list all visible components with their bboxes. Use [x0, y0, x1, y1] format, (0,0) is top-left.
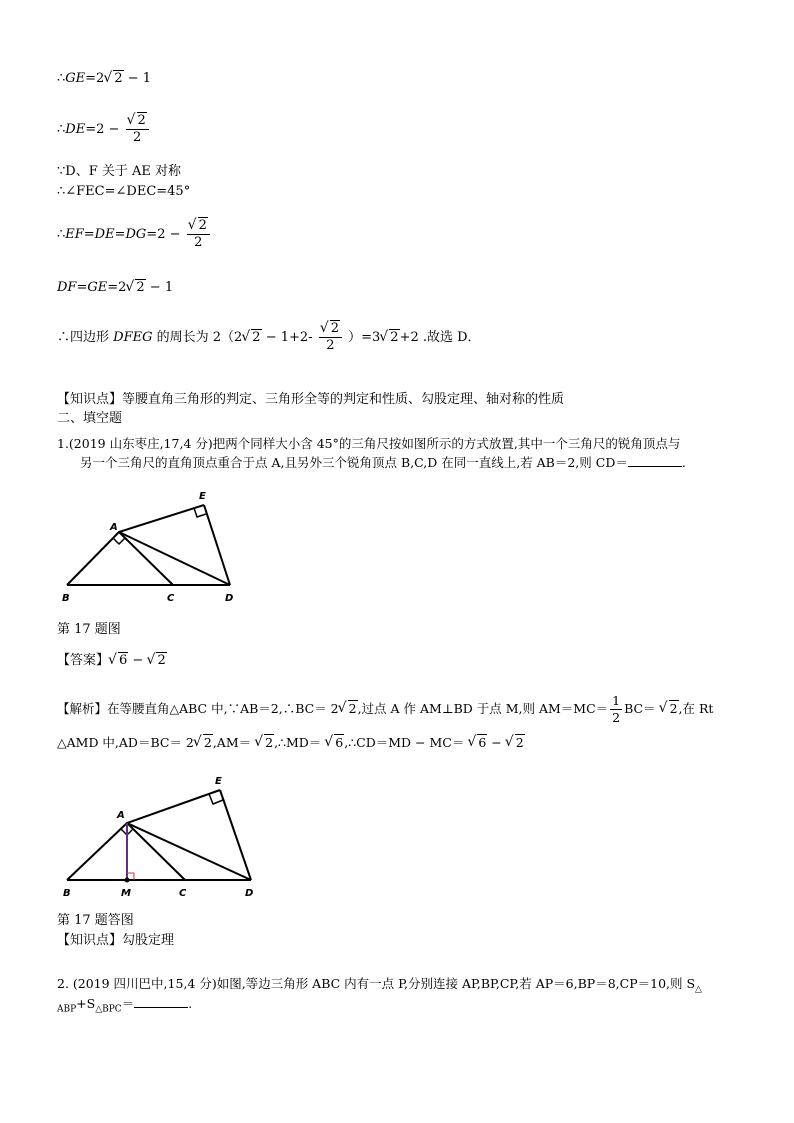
label-e2: E: [215, 776, 222, 787]
line-perimeter: ∴四边形 DFEG 的周长为 2（2√ 2 − 1+2- √ $\frac{2}{2}$ ）=3√ 2+2 .故选 D．: [57, 321, 481, 354]
question-2-line2: $_{ABP}+S_{\triangle BPC}=$ .: [57, 996, 193, 1015]
label-c: C: [167, 593, 175, 604]
label-d: D: [225, 593, 234, 604]
line-angle: ∴∠FEC=∠DEC=45°: [57, 184, 191, 199]
label-m2: M: [121, 888, 131, 899]
label-a2: A: [117, 810, 125, 821]
figure-1-caption: 第 17 题图: [57, 622, 121, 637]
label-c2: C: [179, 888, 187, 899]
question-1-line1: 1.(2019 山东枣庄,17,4 分)把两个同样大小含 45°的三角尺按如图所示的方式放置,其中一个三角尺的锐角顶点与: [57, 436, 681, 451]
question-2-line1: 2. (2019 四川巴中,15,4 分)如图,等边三角形 ABC 内有一点 P,分别连接 AP,BP,CP,若 AP＝6,BP＝8,CP＝10,则 $S_\triangle$: [57, 976, 702, 995]
figure-2-caption: 第 17 题答图: [57, 913, 134, 928]
figure-17-answer: [55, 770, 265, 900]
line-ef: ∴EF=DE=DG=2 − √ $\frac{2}{2}$: [57, 218, 212, 251]
answer-blank: [628, 454, 682, 467]
figure-17: [55, 485, 255, 610]
knowledge-point-2: 【知识点】勾股定理: [57, 933, 175, 948]
line-de: ∴DE=2 − √ $\frac{2}{2}$: [57, 113, 151, 146]
label-b: B: [62, 593, 70, 604]
label-e: E: [199, 491, 206, 502]
question-1-line2: 另一个三角尺的直角顶点重合于点 A,且另外三个锐角顶点 B,C,D 在同一直线上,若 AB＝2,则 CD＝ .: [80, 455, 686, 470]
line-symmetry: ∵D、F 关于 AE 对称: [57, 164, 181, 179]
knowledge-point-1: 【知识点】等腰直角三角形的判定、三角形全等的判定和性质、勾股定理、轴对称的性质: [57, 392, 565, 407]
section-heading: 二、填空题: [57, 411, 123, 426]
label-d2: D: [245, 888, 254, 899]
line-ge: ∴GE=2√ 2 − 1: [57, 70, 151, 88]
analysis-line2: △AMD 中,AD＝BC＝ 2√ 2,AM＝ √ 2,∴MD＝ √ 6,∴CD＝MD − MC＝ √ 6 − √ 2: [57, 734, 525, 752]
line-df: DF=GE=2√ 2 − 1: [57, 279, 173, 297]
label-b2: B: [63, 888, 71, 899]
answer-blank-2: [134, 995, 188, 1008]
analysis-line1: 【解析】在等腰直角△ABC 中,∵AB＝2,∴BC＝ 2√ 2,过点 A 作 AM⊥BD 于点 M,则 AM＝MC＝ $\frac{1}{2}$ BC＝ √ 2,在 Rt: [57, 693, 713, 726]
answer-line: 【答案】√ 6 − √ 2: [57, 652, 167, 670]
label-a: A: [110, 522, 118, 533]
